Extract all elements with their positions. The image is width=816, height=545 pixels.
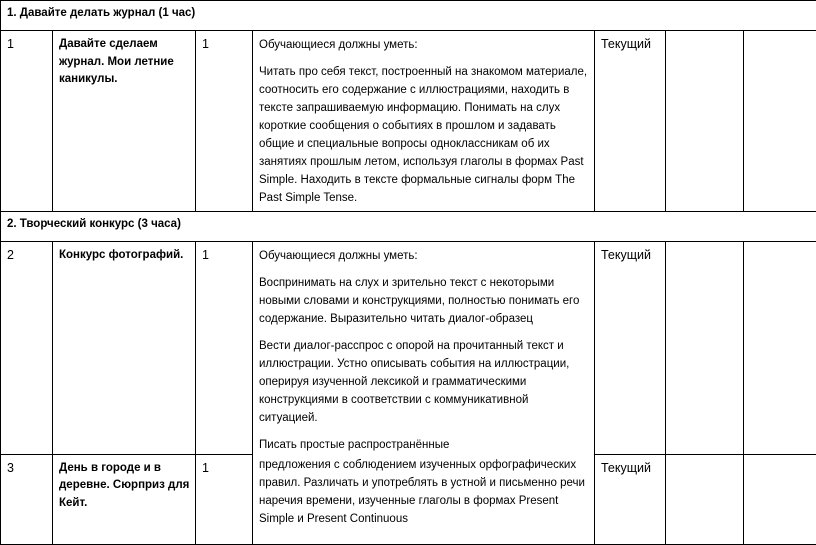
control-type: Текущий: [595, 454, 666, 544]
control-type: Текущий: [595, 242, 666, 455]
description-intro: Обучающиеся должны уметь:: [259, 247, 590, 265]
lesson-description: [253, 31, 595, 212]
description-paragraph: Читать про себя текст, построенный на знакомом материале, соотносить его содержание с иллюстрациями, находить в тексте запрашиваемую информацию. Понимать на слух короткие сообщения о событиях в прошлом и задавать общие и специальные вопросы одноклассникам об их занятиях прошлым летом, используя глаголы в формах Past Simple. Находить в тексте формальные сигналы форм The Past Simple Tense.: [259, 63, 590, 207]
lesson-row: [1, 454, 816, 544]
description-paragraph: Писать простые распространённые: [259, 436, 590, 454]
empty-cell: [744, 454, 816, 544]
lesson-hours: 1: [196, 31, 253, 212]
section-header: 2. Творческий конкурс (3 часа): [1, 212, 816, 242]
section-header: 1. Давайте делать журнал (1 час): [1, 1, 816, 31]
lesson-number: 2: [1, 242, 53, 455]
description-paragraph: Воспринимать на слух и зрительно текст с некоторыми новыми словами и конструкциями, полностью понимать его содержание. Выразительно читать диалог-образец: [259, 274, 590, 328]
section-header-row: [1, 1, 816, 31]
lesson-row: [1, 242, 816, 455]
empty-cell: [666, 242, 744, 455]
control-type: Текущий: [595, 31, 666, 212]
empty-cell: [744, 31, 816, 212]
description-paragraph: предложения с соблюдением изученных орфографических правил. Различать и употреблять в устной и письменно речи наречия времени, изученные глаголы в формах Present Simple и Present Continuous: [259, 456, 590, 528]
lesson-title: Конкурс фотографий.: [53, 242, 196, 455]
empty-cell: [666, 454, 744, 544]
lesson-row: [1, 31, 816, 212]
empty-cell: [666, 31, 744, 212]
lesson-title: Давайте сделаем журнал. Мои летние каникулы.: [53, 31, 196, 212]
description-paragraph: Вести диалог-расспрос с опорой на прочитанный текст и иллюстрации. Устно описывать события на иллюстрации, оперируя изученной лексикой и грамматическими конструкциями в соответствии с коммуникативной ситуацией.: [259, 337, 590, 427]
lesson-description: [253, 242, 595, 455]
lesson-number: 3: [1, 454, 53, 544]
lesson-hours: 1: [196, 242, 253, 455]
lesson-number: 1: [1, 31, 53, 212]
section-header-row: [1, 212, 816, 242]
lesson-title: День в городе и в деревне. Сюрприз для Кейт.: [53, 454, 196, 544]
empty-cell: [744, 242, 816, 455]
lesson-description: [253, 454, 595, 544]
lesson-hours: 1: [196, 454, 253, 544]
description-intro: Обучающиеся должны уметь:: [259, 36, 590, 54]
